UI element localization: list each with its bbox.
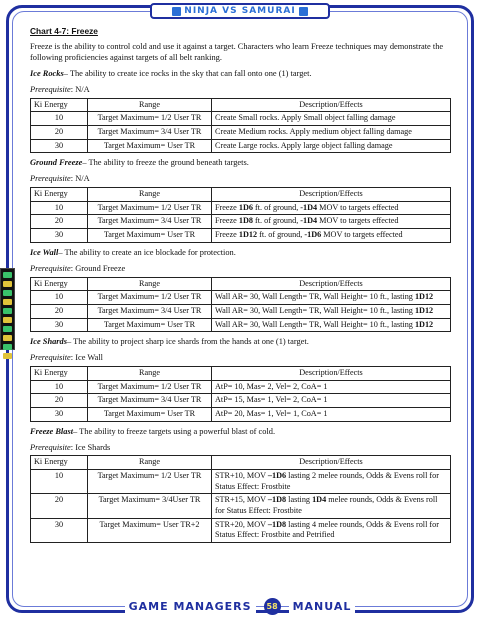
- ki-energy-cell: 30: [31, 318, 88, 332]
- ki-energy-cell: 30: [31, 139, 88, 153]
- column-header: Range: [88, 98, 212, 112]
- table-row: [31, 394, 451, 408]
- effects-table: [30, 277, 451, 333]
- footer-title-right: MANUAL: [289, 600, 356, 613]
- ki-energy-cell: 10: [31, 380, 88, 394]
- intro-paragraph: Freeze is the ability to control cold and use it against a target. Characters who learn Freeze techniques may demonstrate the following proficiencies against targets of all belt ranking.: [30, 41, 444, 62]
- section-title: [30, 248, 450, 259]
- section-title: [30, 427, 450, 438]
- ki-energy-cell: 20: [31, 394, 88, 408]
- effects-table: [30, 98, 451, 154]
- ki-energy-cell: 20: [31, 494, 88, 518]
- effects-table: [30, 366, 451, 422]
- prerequisite: [30, 85, 450, 96]
- range-cell: Target Maximum= 1/2 User TR: [88, 380, 212, 394]
- effect-cell: Create Small rocks. Apply Small object falling damage: [212, 112, 451, 126]
- range-cell: Target Maximum= 3/4 User TR: [88, 394, 212, 408]
- ki-energy-cell: 10: [31, 201, 88, 215]
- prerequisite-value: : Ice Wall: [70, 353, 103, 363]
- table-row: [31, 407, 451, 421]
- prerequisite-value: : N/A: [70, 174, 90, 184]
- ki-energy-cell: 10: [31, 112, 88, 126]
- section-description: – The ability to project sharp ice shards from the hands at one (1) target.: [67, 337, 309, 347]
- range-cell: Target Maximum= 3/4 User TR: [88, 125, 212, 139]
- column-header: Description/Effects: [212, 456, 451, 470]
- ki-energy-cell: 30: [31, 407, 88, 421]
- effect-cell: AtP= 10, Mas= 2, Vel= 2, CoA= 1: [212, 380, 451, 394]
- range-cell: Target Maximum= 1/2 User TR: [88, 470, 212, 494]
- column-header: Ki Energy: [31, 367, 88, 381]
- table-row: [31, 291, 451, 305]
- table-row: [31, 201, 451, 215]
- prerequisite-label: Prerequisite: [30, 263, 71, 273]
- column-header: Range: [88, 367, 212, 381]
- prerequisite: [30, 353, 450, 364]
- column-header: Ki Energy: [31, 456, 88, 470]
- range-cell: Target Maximum= 3/4User TR: [88, 494, 212, 518]
- page-content: [30, 26, 450, 543]
- section-description: – The ability to freeze the ground beneath targets.: [82, 158, 249, 168]
- table-row: [31, 304, 451, 318]
- table-row: [31, 318, 451, 332]
- effect-cell: Freeze 1D12 ft. of ground, -1D6 MOV to targets effected: [212, 229, 451, 243]
- header-banner: [150, 3, 330, 19]
- table-row: [31, 229, 451, 243]
- table-row: [31, 139, 451, 153]
- effect-cell: Wall AR= 30, Wall Length= TR, Wall Height= 10 ft., lasting 1D12: [212, 318, 451, 332]
- ki-energy-cell: 30: [31, 518, 88, 542]
- range-cell: Target Maximum= User TR: [88, 229, 212, 243]
- footer-title-left: GAME MANAGERS: [125, 600, 256, 613]
- header-banner-text: NINJA VS SAMURAI: [184, 6, 296, 16]
- prerequisite: [30, 174, 450, 185]
- column-header: Ki Energy: [31, 277, 88, 291]
- section-name: Ice Shards: [30, 337, 67, 347]
- section-name: Ground Freeze: [30, 158, 83, 168]
- column-header: Description/Effects: [212, 367, 451, 381]
- section-title: [30, 158, 450, 169]
- prerequisite: [30, 443, 450, 454]
- ki-energy-cell: 20: [31, 304, 88, 318]
- table-header-row: [31, 188, 451, 202]
- ki-energy-cell: 20: [31, 215, 88, 229]
- ki-energy-cell: 10: [31, 470, 88, 494]
- table-row: [31, 215, 451, 229]
- section-name: Ice Rocks: [30, 68, 64, 78]
- prerequisite-label: Prerequisite: [30, 174, 71, 184]
- section-title: [30, 69, 450, 80]
- effects-table: [30, 187, 451, 243]
- range-cell: Target Maximum= User TR: [88, 139, 212, 153]
- prerequisite-label: Prerequisite: [30, 353, 71, 363]
- effect-cell: Wall AR= 30, Wall Length= TR, Wall Height= 10 ft., lasting 1D12: [212, 304, 451, 318]
- column-header: Range: [88, 456, 212, 470]
- section-description: – The ability to create ice rocks in the sky that can fall onto one (1) target.: [63, 68, 312, 78]
- column-header: Description/Effects: [212, 277, 451, 291]
- table-row: [31, 112, 451, 126]
- effect-cell: Wall AR= 30, Wall Length= TR, Wall Height= 10 ft., lasting 1D12: [212, 291, 451, 305]
- section-name: Freeze Blast: [30, 426, 74, 436]
- range-cell: Target Maximum= 1/2 User TR: [88, 201, 212, 215]
- column-header: Ki Energy: [31, 98, 88, 112]
- effect-cell: Freeze 1D8 ft. of ground, -1D4 MOV to targets effected: [212, 215, 451, 229]
- table-header-row: [31, 277, 451, 291]
- ki-energy-cell: 20: [31, 125, 88, 139]
- effect-cell: Freeze 1D6 ft. of ground, -1D4 MOV to targets effected: [212, 201, 451, 215]
- prerequisite: [30, 264, 450, 275]
- effects-table: [30, 455, 451, 543]
- section-name: Ice Wall: [30, 247, 59, 257]
- range-cell: Target Maximum= User TR+2: [88, 518, 212, 542]
- range-cell: Target Maximum= User TR: [88, 318, 212, 332]
- chart-title: Chart 4-7: Freeze: [30, 26, 98, 36]
- prerequisite-label: Prerequisite: [30, 84, 71, 94]
- range-cell: Target Maximum= 1/2 User TR: [88, 112, 212, 126]
- column-header: Range: [88, 277, 212, 291]
- effect-cell: STR+20, MOV –1D8 lasting 4 melee rounds, Odds & Evens roll for Status Effect: Frostbite and Petrified: [212, 518, 451, 542]
- prerequisite-value: : Ground Freeze: [70, 263, 126, 273]
- column-header: Description/Effects: [212, 98, 451, 112]
- section-title: [30, 337, 450, 348]
- column-header: Range: [88, 188, 212, 202]
- section-description: – The ability to create an ice blockade for protection.: [58, 247, 236, 257]
- prerequisite-value: : N/A: [70, 84, 90, 94]
- effect-cell: STR+10, MOV –1D6 lasting 2 melee rounds, Odds & Evens roll for Status Effect: Frostbite: [212, 470, 451, 494]
- table-row: [31, 494, 451, 518]
- column-header: Description/Effects: [212, 188, 451, 202]
- side-chapter-tab: [0, 268, 15, 350]
- prerequisite-value: : Ice Shards: [70, 442, 111, 452]
- effect-cell: AtP= 15, Mas= 1, Vel= 2, CoA= 1: [212, 394, 451, 408]
- effect-cell: Create Medium rocks. Apply medium object falling damage: [212, 125, 451, 139]
- range-cell: Target Maximum= 1/2 User TR: [88, 291, 212, 305]
- range-cell: Target Maximum= 3/4 User TR: [88, 215, 212, 229]
- effect-cell: STR+15, MOV –1D8 lasting 1D4 melee rounds, Odds & Evens roll for Status Effect: Frostbite: [212, 494, 451, 518]
- column-header: Ki Energy: [31, 188, 88, 202]
- effect-cell: AtP= 20, Mas= 1, Vel= 1, CoA= 1: [212, 407, 451, 421]
- page-number: 58: [264, 598, 281, 615]
- table-row: [31, 518, 451, 542]
- technique-sections: [30, 69, 450, 543]
- prerequisite-label: Prerequisite: [30, 442, 71, 452]
- ki-energy-cell: 10: [31, 291, 88, 305]
- ki-energy-cell: 30: [31, 229, 88, 243]
- table-row: [31, 470, 451, 494]
- range-cell: Target Maximum= User TR: [88, 407, 212, 421]
- section-description: – The ability to freeze targets using a powerful blast of cold.: [73, 426, 276, 436]
- effect-cell: Create Large rocks. Apply large object falling damage: [212, 139, 451, 153]
- table-header-row: [31, 98, 451, 112]
- range-cell: Target Maximum= 3/4 User TR: [88, 304, 212, 318]
- page-footer: [0, 598, 480, 614]
- table-header-row: [31, 367, 451, 381]
- table-row: [31, 125, 451, 139]
- table-header-row: [31, 456, 451, 470]
- table-row: [31, 380, 451, 394]
